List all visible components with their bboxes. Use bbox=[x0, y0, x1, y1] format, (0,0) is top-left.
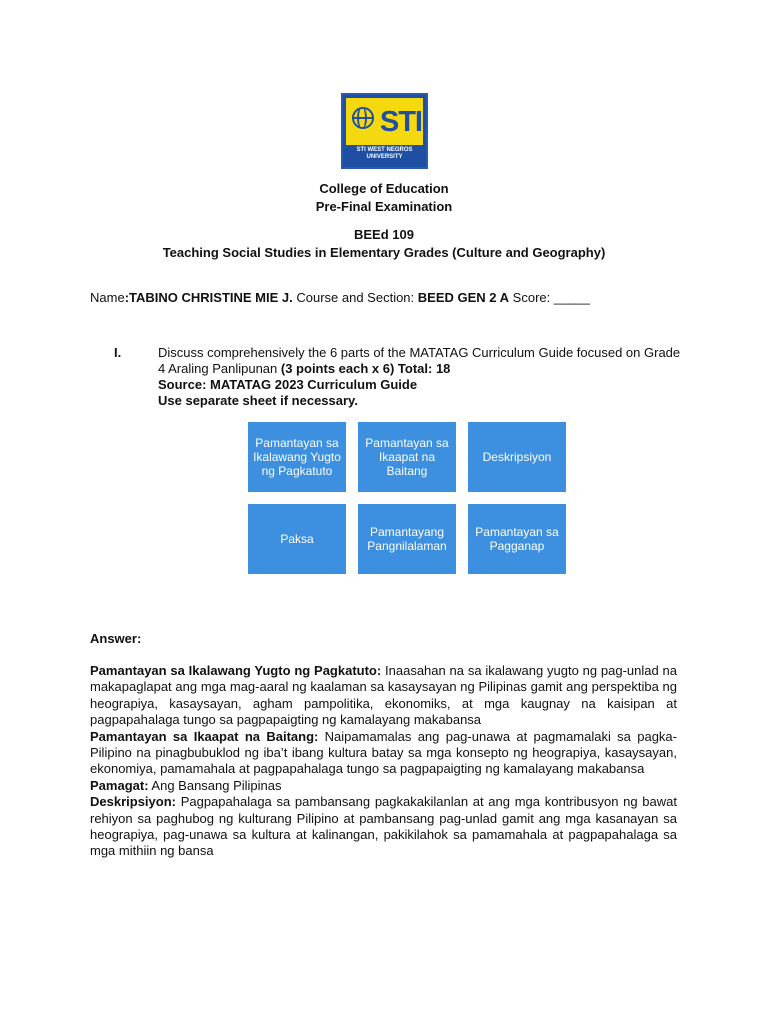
answer-item bbox=[90, 663, 677, 729]
part-box: Deskripsiyon bbox=[468, 422, 566, 492]
question-points: (3 points each x 6) Total: 18 bbox=[280, 361, 451, 376]
logo-emblem bbox=[346, 98, 423, 145]
part-box: Pamantayang Pangnilalaman bbox=[358, 504, 456, 574]
question-number: I. bbox=[114, 345, 122, 360]
student-info-line bbox=[90, 289, 590, 307]
answer-text: Ang Bansang Pilipinas bbox=[148, 777, 282, 793]
score-value: _____ bbox=[553, 290, 591, 305]
answer-term: Pamantayan sa Ikaapat na Baitang: bbox=[90, 728, 319, 744]
question-source: Source: MATATAG 2023 Curriculum Guide bbox=[158, 377, 418, 392]
part-box: Paksa bbox=[248, 504, 346, 574]
course-title: Teaching Social Studies in Elementary Grades (Culture and Geography) bbox=[162, 245, 606, 260]
curriculum-parts-diagram bbox=[240, 418, 570, 584]
answer-term: Pamagat: bbox=[90, 777, 149, 793]
section-value: BEED GEN 2 A bbox=[417, 290, 510, 305]
section-label: Course and Section: bbox=[296, 290, 415, 305]
answer-text: Inaasahan na sa ikalawang yugto ng pag-unlad na makapaglapat ang mga mag-aaral ng kaalaman sa kasaysayan ng Pilipinas gamit ang perspektiba ng heograpiya, kasaysayan, agham pampolitika, ekonomiks, at mga kaugnay na kaisipan at pagpapahalaga tungo sa pagpapaigting ng kamalayang makabansa bbox=[90, 663, 678, 728]
answer-item bbox=[90, 778, 677, 794]
score-label: Score: bbox=[512, 290, 551, 305]
logo-subtitle: STI WEST NEGROS UNIVERSITY bbox=[356, 147, 413, 160]
logo-text: STI bbox=[379, 106, 422, 138]
student-name: :TABINO CHRISTINE MIE J. bbox=[124, 290, 293, 305]
answer-item bbox=[90, 794, 677, 860]
answer-section bbox=[90, 663, 677, 860]
question-prompt: Discuss comprehensively the 6 parts of the MATATAG Curriculum Guide focused on Grade 4 Araling Panlipunan bbox=[158, 345, 681, 376]
answer-term: Deskripsiyon: bbox=[90, 794, 176, 810]
question-text bbox=[158, 345, 688, 409]
answer-term: Pamantayan sa Ikalawang Yugto ng Pagkatuto: bbox=[90, 663, 382, 678]
part-box: Pamantayan sa Pagganap bbox=[468, 504, 566, 574]
part-box: Pamantayan sa Ikalawang Yugto ng Pagkatuto bbox=[248, 422, 346, 492]
name-label: Name bbox=[90, 290, 125, 305]
question-note: Use separate sheet if necessary. bbox=[158, 393, 358, 408]
sti-logo bbox=[341, 93, 428, 169]
course-code: BEEd 109 bbox=[354, 227, 414, 242]
answer-item bbox=[90, 729, 677, 778]
exam-title: Pre-Final Examination bbox=[315, 199, 453, 214]
part-box: Pamantayan sa Ikaapat na Baitang bbox=[358, 422, 456, 492]
college-title: College of Education bbox=[319, 181, 449, 196]
answer-text: Naipamamalas ang pag-unawa at pagmamalaki sa pagka-Pilipino na pinagbubuklod ng iba’t ibang kultura batay sa mga konsepto ng heograpiya, kasaysayan, ekonomiya, pamamahala at pagpapahalaga tungo sa pagpapaigting ng kamalayang makabansa bbox=[90, 728, 677, 777]
answer-text: Pagpapahalaga sa pambansang pagkakakilanlan at ang mga kontribusyon ng bawat rehiyon sa paghubog ng kulturang Pilipino at pambansang pag-unlad gamit ang mga kasanayan sa heograpiya, pag-unawa sa kultura at kalinangan, pakikilahok sa pamamahala at pagpapahalaga sa mga mithiin ng bansa bbox=[90, 794, 677, 859]
answer-label: Answer: bbox=[90, 631, 142, 646]
